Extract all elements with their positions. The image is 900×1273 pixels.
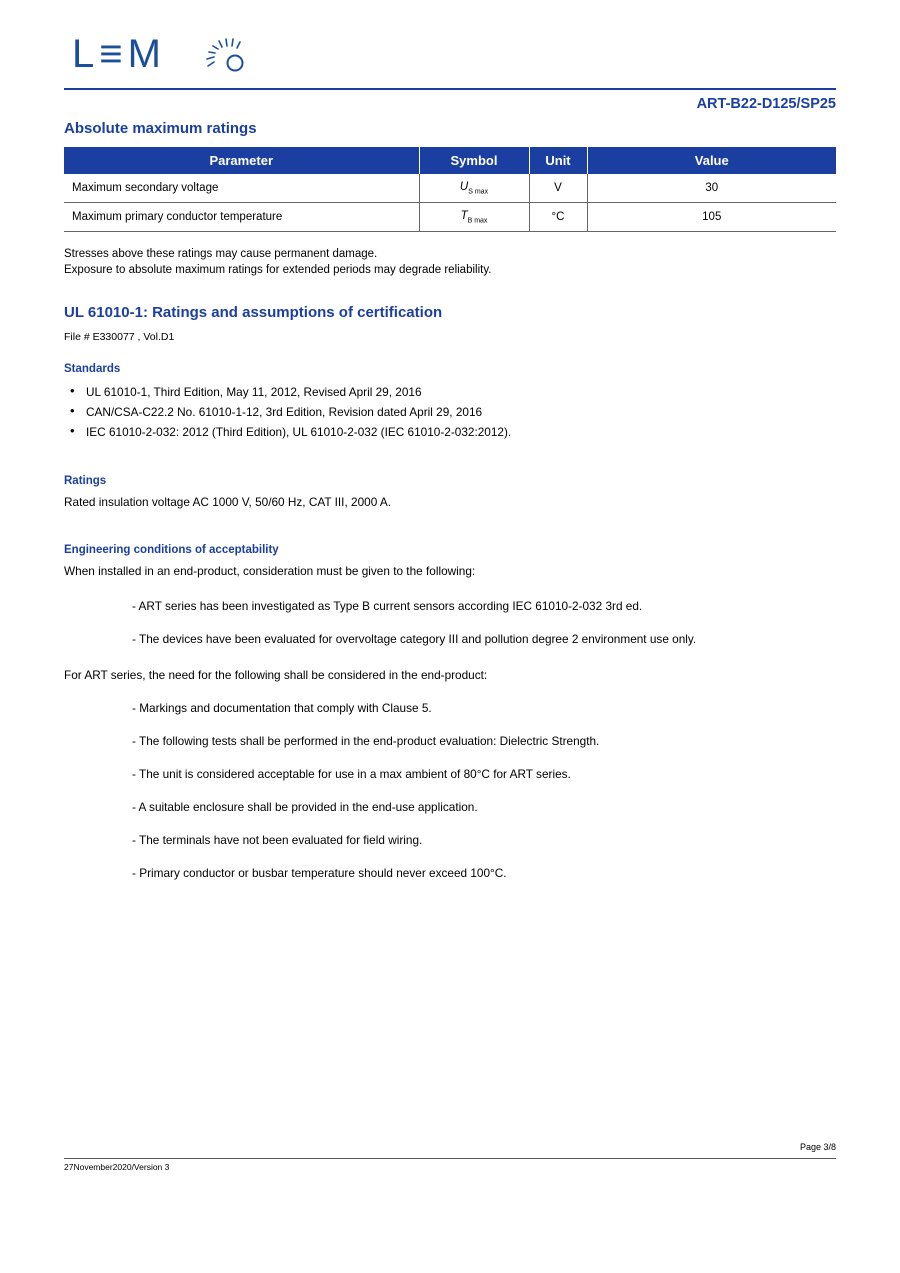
table-header-row — [64, 147, 836, 174]
page-content — [64, 0, 836, 880]
condition-item: - ART series has been investigated as Type B current sensors according IEC 61010-2-032 3rd ed. — [132, 599, 643, 613]
column-header-parameter: Parameter — [64, 147, 419, 174]
list-item: • CAN/CSA-C22.2 No. 61010-1-12, 3rd Edition, Revision dated April 29, 2016 — [64, 402, 836, 422]
second-lead-text: For ART series, the need for the following shall be considered in the end-product: — [64, 668, 488, 682]
cell-value: 30 — [587, 174, 836, 203]
cell-unit: V — [529, 174, 587, 203]
cell-unit: °C — [529, 203, 587, 232]
document-reference: ART-B22-D125/SP25 — [696, 96, 836, 112]
cell-parameter: Maximum secondary voltage — [64, 174, 419, 203]
cell-symbol — [419, 203, 529, 232]
cell-symbol — [419, 174, 529, 203]
section-title-absolute-max: Absolute maximum ratings — [64, 120, 257, 137]
section-title-ul-certification: UL 61010-1: Ratings and assumptions of certification — [64, 304, 443, 321]
standards-list — [64, 382, 836, 442]
page-number: Page 3/8 — [799, 1142, 836, 1152]
page-header — [64, 0, 836, 88]
document-version: 27November2020/Version 3 — [64, 1162, 170, 1172]
condition-item: - The following tests shall be performed in the end-product evaluation: Dielectric Strength. — [132, 734, 600, 748]
list-item: • UL 61010-1, Third Edition, May 11, 2012, Revised April 29, 2016 — [64, 382, 836, 402]
absolute-maximum-ratings-table — [64, 147, 836, 232]
list-item: • IEC 61010-2-032: 2012 (Third Edition), UL 61010-2-032 (IEC 61010-2-032:2012). — [64, 422, 836, 442]
ratings-note-line-2: Exposure to absolute maximum ratings for extended periods may degrade reliability. — [64, 264, 492, 276]
footer-divider — [64, 1158, 836, 1159]
subtitle-engineering-conditions: Engineering conditions of acceptability — [64, 544, 279, 556]
conditions-lead-text: When installed in an end-product, consideration must be given to the following: — [64, 564, 476, 578]
condition-item: - The devices have been evaluated for overvoltage category III and pollution degree 2 environment use only. — [132, 632, 697, 646]
header-divider — [64, 88, 836, 90]
symbol-main: T — [460, 209, 468, 222]
condition-item: - Markings and documentation that comply with Clause 5. — [132, 701, 432, 715]
ratings-note-line-1: Stresses above these ratings may cause permanent damage. — [64, 248, 378, 260]
cell-value: 105 — [587, 203, 836, 232]
condition-item: - The unit is considered acceptable for use in a max ambient of 80°C for ART series. — [132, 767, 571, 781]
column-header-symbol: Symbol — [419, 147, 529, 174]
file-number-line: File # E330077 , Vol.D1 — [64, 331, 175, 343]
subtitle-ratings: Ratings — [64, 475, 107, 487]
condition-item: - A suitable enclosure shall be provided in the end-use application. — [132, 800, 478, 814]
symbol-sub: B max — [467, 217, 488, 225]
symbol-sub: S max — [468, 188, 489, 196]
ratings-note — [64, 246, 836, 278]
column-header-unit: Unit — [529, 147, 587, 174]
subtitle-standards: Standards — [64, 363, 121, 375]
cell-parameter: Maximum primary conductor temperature — [64, 203, 419, 232]
condition-item: - The terminals have not been evaluated for field wiring. — [132, 833, 423, 847]
ratings-text: Rated insulation voltage AC 1000 V, 50/60 Hz, CAT III, 2000 A. — [64, 495, 392, 509]
sunburst-icon — [204, 36, 258, 76]
lem-logo: L≡M — [72, 32, 166, 76]
table-row — [64, 203, 836, 232]
table-row — [64, 174, 836, 203]
symbol-main: U — [459, 180, 469, 193]
column-header-value: Value — [587, 147, 836, 174]
condition-item: - Primary conductor or busbar temperature should never exceed 100°C. — [132, 866, 507, 880]
